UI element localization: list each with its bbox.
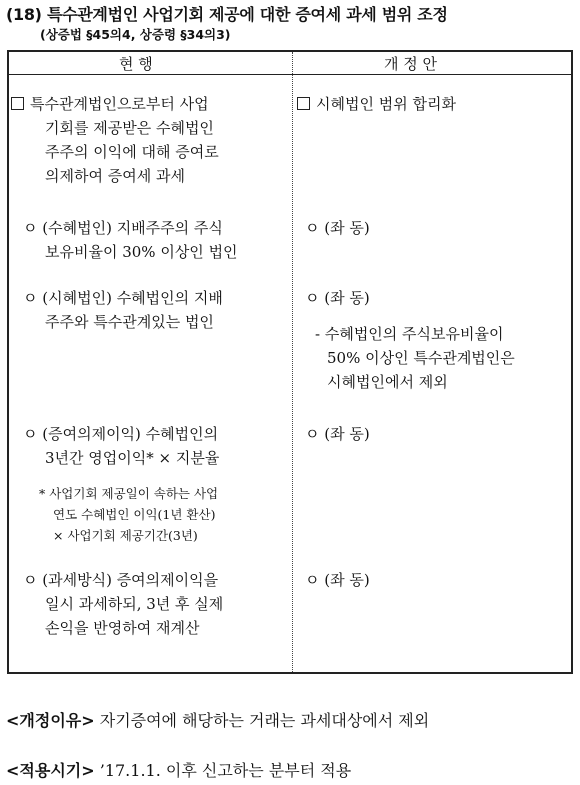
revision-beneficiary-item: ㅇ (좌 동) <box>305 219 370 237</box>
current-footnote: * 사업기회 제공일이 속하는 사업 연도 수혜법인 이익(1년 환산) × 사업기회 제공기간(3년) <box>39 486 219 543</box>
current-provider-item: ㅇ (시혜법인) 수혜법인의 지배 주주와 특수관계있는 법인 <box>23 289 223 331</box>
revision-taxation-method-item: ㅇ (좌 동) <box>305 571 370 589</box>
revision-provider-item: ㅇ (좌 동) <box>305 289 370 307</box>
effective-date-label: <적용시기> <box>6 761 95 780</box>
current-main-item: 특수관계법인으로부터 사업 기회를 제공받은 수혜법인 주주의 이익에 대해 증여로 의제하여 증여세 과세 <box>11 92 219 188</box>
effective-date-text: ’17.1.1. 이후 신고하는 분부터 적용 <box>99 761 352 780</box>
comparison-table <box>7 50 573 674</box>
header-current: 현 행 <box>119 55 153 73</box>
revision-reason <box>6 708 429 731</box>
legal-reference: (상증법 §45의4, 상증령 §34의3) <box>40 27 231 42</box>
current-beneficiary-item: ㅇ (수혜법인) 지배주주의 주식 보유비율이 30% 이상인 법인 <box>23 219 238 261</box>
header-revision: 개 정 안 <box>384 55 438 73</box>
column-divider <box>292 52 293 672</box>
revision-reason-text: 자기증여에 해당하는 거래는 과세대상에서 제외 <box>99 711 430 730</box>
current-taxation-method-item: ㅇ (과세방식) 증여의제이익을 일시 과세하되, 3년 후 실제 손익을 반영하여 재계산 <box>23 571 224 637</box>
table-header <box>9 52 571 75</box>
checkbox-icon <box>297 97 310 110</box>
checkbox-icon <box>11 97 24 110</box>
revision-main-item: 시혜법인 범위 합리화 <box>297 92 456 116</box>
current-gift-profit-item: ㅇ (증여의제이익) 수혜법인의 3년간 영업이익* × 지분율 <box>23 425 220 467</box>
revision-reason-label: <개정이유> <box>6 711 95 730</box>
effective-date <box>6 758 351 781</box>
revision-provider-exclusion: - 수혜법인의 주식보유비율이 50% 이상인 특수관계법인은 시혜법인에서 제외 <box>315 325 515 391</box>
section-title: (18) 특수관계법인 사업기회 제공에 대한 증여세 과세 범위 조정 <box>6 5 448 24</box>
revision-gift-profit-item: ㅇ (좌 동) <box>305 425 370 443</box>
